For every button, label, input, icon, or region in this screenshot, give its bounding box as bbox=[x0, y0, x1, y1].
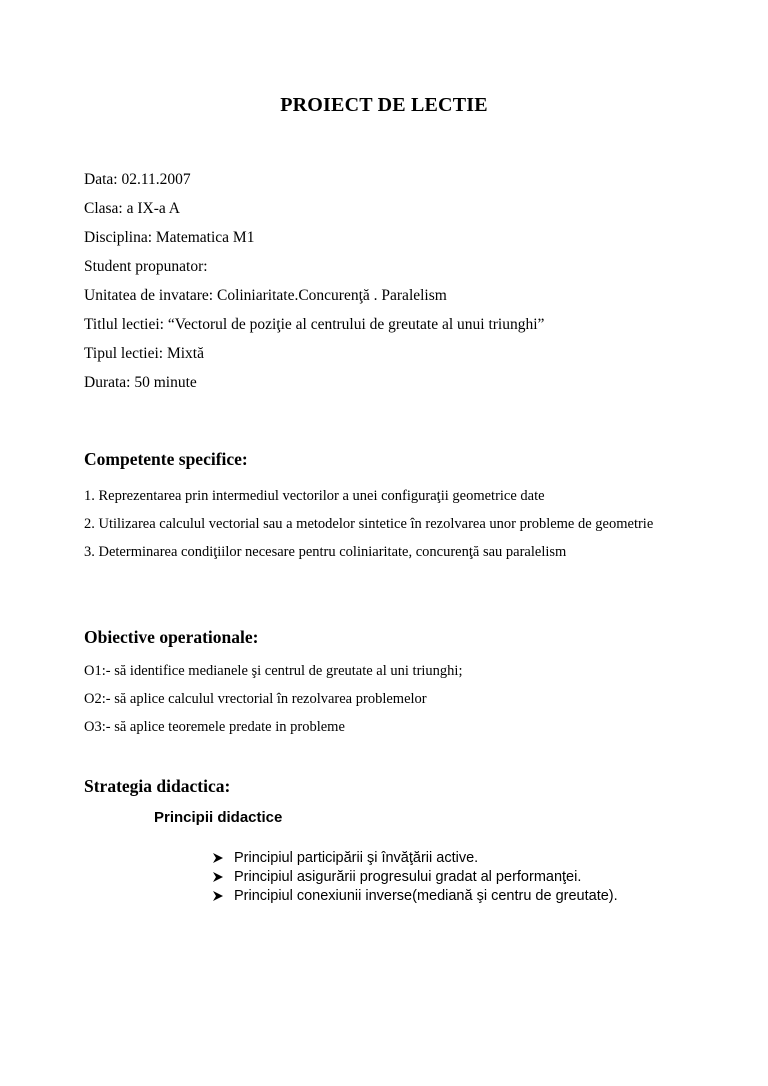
meta-duration: Durata: 50 minute bbox=[84, 374, 197, 391]
obiectiv-text: :- să aplice calculul vrectorial în rezolvarea problemelor bbox=[101, 691, 427, 707]
obiectiv-text: :- să aplice teoremele predate in probleme bbox=[101, 719, 345, 735]
principle-text: Principiul asigurării progresului gradat al performanţei. bbox=[234, 868, 582, 885]
strategia-heading: Strategia didactica: bbox=[84, 776, 231, 796]
meta-lesson-title: Titlul lectiei: “Vectorul de poziţie al centrului de greutate al unui triunghi” bbox=[84, 316, 545, 333]
obiectiv-item bbox=[84, 689, 704, 717]
meta-student: Student propunator: bbox=[84, 258, 208, 275]
competente-list bbox=[84, 482, 704, 566]
obiectiv-item bbox=[84, 661, 704, 689]
principle-text: Principiul conexiunii inverse(mediană şi centru de greutate). bbox=[234, 887, 618, 904]
principle-item bbox=[212, 848, 712, 867]
obiective-heading: Obiective operationale: bbox=[84, 627, 259, 647]
meta-date: Data: 02.11.2007 bbox=[84, 171, 191, 188]
meta-class: Clasa: a IX-a A bbox=[84, 200, 180, 217]
document-title: PROIECT DE LECTIE bbox=[280, 94, 488, 116]
lesson-metadata bbox=[84, 170, 724, 402]
principii-subheading: Principii didactice bbox=[154, 809, 283, 826]
principles-list bbox=[212, 848, 712, 905]
obiectiv-item bbox=[84, 717, 704, 745]
competenta-item: 2. Utilizarea calculul vectorial sau a metodelor sintetice în rezolvarea unor probleme de geometrie bbox=[84, 516, 654, 532]
principle-text: Principiul participării şi învăţării active. bbox=[234, 849, 479, 866]
competenta-item: 1. Reprezentarea prin intermediul vectorilor a unei configuraţii geometrice date bbox=[84, 488, 545, 504]
principle-item bbox=[212, 886, 712, 905]
arrowhead-bullet-icon bbox=[212, 871, 234, 883]
meta-unit: Unitatea de invatare: Coliniaritate.Concurenţă . Paralelism bbox=[84, 287, 447, 304]
obiective-list bbox=[84, 661, 704, 745]
arrowhead-bullet-icon bbox=[212, 890, 234, 902]
competenta-item: 3. Determinarea condiţiilor necesare pentru coliniaritate, concurenţă sau paralelism bbox=[84, 544, 567, 560]
obiectiv-code: O3 bbox=[84, 719, 102, 735]
competente-heading: Competente specifice: bbox=[84, 449, 248, 469]
obiectiv-text: :- să identifice medianele şi centrul de greutate al uni triunghi; bbox=[101, 663, 463, 679]
principle-item bbox=[212, 867, 712, 886]
meta-discipline: Disciplina: Matematica M1 bbox=[84, 229, 255, 246]
obiectiv-code: O1 bbox=[84, 663, 102, 679]
arrowhead-bullet-icon bbox=[212, 852, 234, 864]
obiectiv-code: O2 bbox=[84, 691, 102, 707]
meta-lesson-type: Tipul lectiei: Mixtă bbox=[84, 345, 204, 362]
